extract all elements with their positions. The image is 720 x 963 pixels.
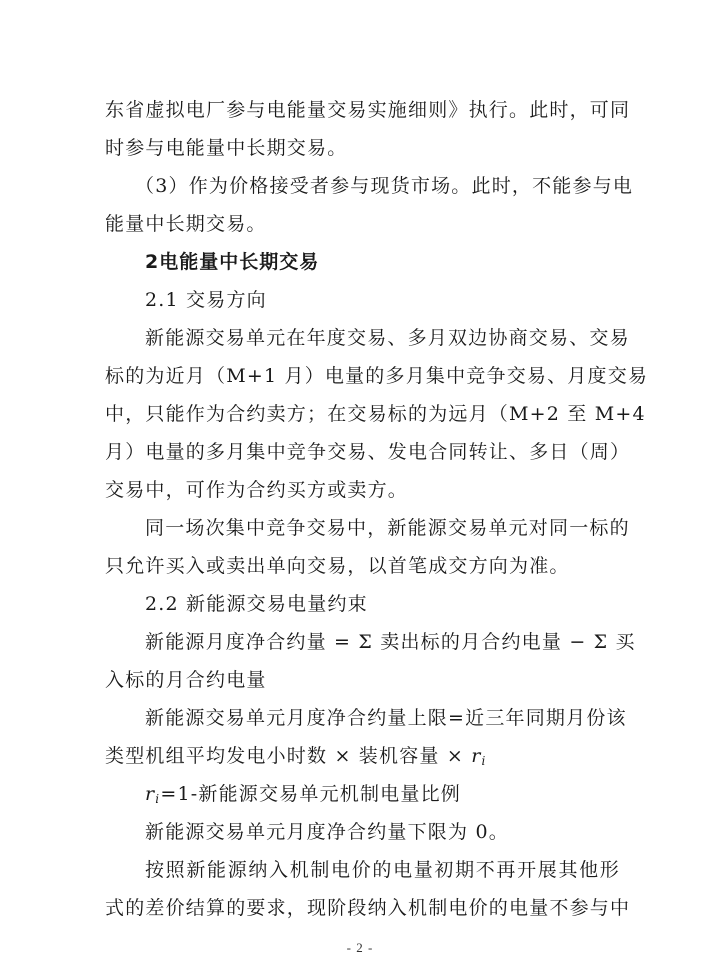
list-item-3: （3）作为价格接受者参与现货市场。此时，不能参与电 [135, 175, 634, 197]
paragraph-line: 式的差价结算的要求，现阶段纳入机制电价的电量不参与中 [105, 897, 631, 919]
paragraph-line: 新能源交易单元月度净合约量上限=近三年同期月份该 [145, 707, 627, 729]
paragraph-line: 标的为近月（M+1 月）电量的多月集中竞争交易、月度交易 [105, 365, 649, 387]
text-line: 东省虚拟电厂参与电能量交易实施细则》执行。此时，可同 [105, 99, 631, 121]
formula-text: =1-新能源交易单元机制电量比例 [160, 783, 461, 805]
paragraph-line: 同一场次集中竞争交易中，新能源交易单元对同一标的 [145, 517, 630, 539]
formula-line: 新能源月度净合约量 = Σ 卖出标的月合约电量 − Σ 买 [145, 631, 636, 653]
symbol-r: r [471, 745, 482, 767]
formula-line [145, 782, 620, 811]
paragraph-line: 按照新能源纳入机制电价的电量初期不再开展其他形 [145, 859, 620, 881]
formula-line [105, 744, 620, 773]
formula-text: 类型机组平均发电小时数 × 装机容量 × [105, 745, 472, 767]
subsection-heading-2-1: 2.1 交易方向 [145, 289, 267, 311]
subsection-heading-2-2: 2.2 新能源交易电量约束 [145, 593, 368, 615]
text-line: 时参与电能量中长期交易。 [105, 137, 348, 159]
paragraph-line: 只允许买入或卖出单向交易，以首笔成交方向为准。 [105, 555, 570, 577]
symbol-subscript-i: i [155, 792, 161, 806]
symbol-subscript-i: i [481, 754, 487, 768]
paragraph-line: 中，只能作为合约卖方；在交易标的为远月（M+2 至 M+4 [105, 403, 646, 425]
paragraph-line: 新能源交易单元在年度交易、多月双边协商交易、交易 [145, 327, 630, 349]
paragraph-line: 月）电量的多月集中竞争交易、发电合同转让、多日（周） [105, 441, 631, 463]
paragraph-line: 交易中，可作为合约买方或卖方。 [105, 479, 409, 501]
symbol-r: r [145, 783, 156, 805]
text-line: 能量中长期交易。 [105, 213, 267, 235]
paragraph-line: 新能源交易单元月度净合约量下限为 0。 [145, 821, 509, 843]
formula-line: 入标的月合约电量 [105, 669, 267, 691]
section-heading-2: 2电能量中长期交易 [145, 251, 320, 273]
page-number: - 2 - [346, 940, 374, 955]
